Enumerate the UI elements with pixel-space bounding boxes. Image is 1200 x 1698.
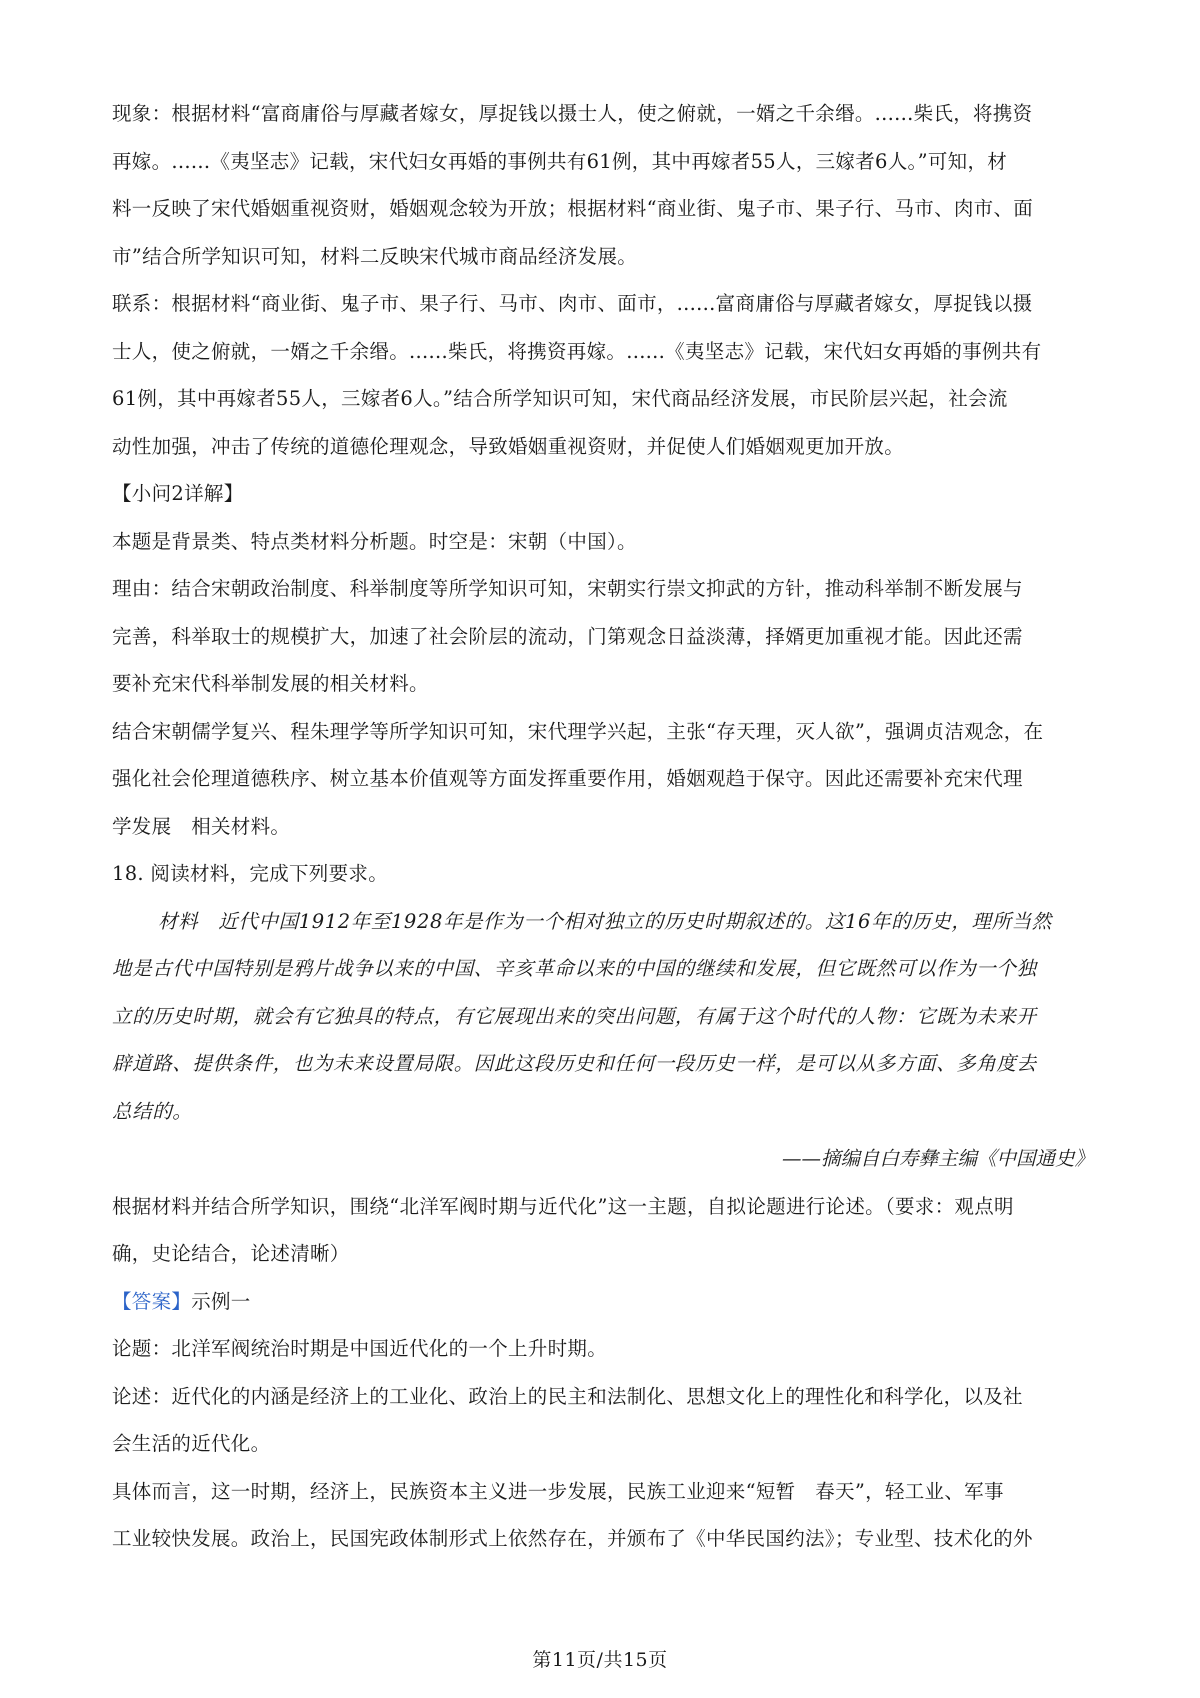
connection-paragraph	[112, 280, 1102, 470]
text-line: 学发展 相关材料。	[112, 814, 291, 838]
thesis-paragraph	[112, 1325, 1102, 1373]
text-line: 18. 阅读材料，完成下列要求。	[112, 862, 389, 885]
argument-paragraph	[112, 1373, 1102, 1468]
material-line: 地是古代中国特别是鸦片战争以来的中国、辛亥革命以来的中国的继续和发展，但它既然可以作为一个独	[112, 957, 1037, 980]
specifics-paragraph	[112, 1468, 1102, 1563]
text-line: 联系：根据材料“商业街、鬼子市、果子行、马市、肉市、面市，......富商庸俗与厚藏者嫁女，厚捉钱以摄	[112, 292, 1033, 315]
source-material	[112, 898, 1102, 1136]
text-line: 再嫁。......《夷坚志》记载，宋代妇女再婚的事例共有61例，其中再嫁者55人，三嫁者6人。”可知，材	[112, 149, 1008, 173]
text-line: 结合宋朝儒学复兴、程朱理学等所学知识可知，宋代理学兴起，主张“存天理，灭人欲”，强调贞洁观念，在	[112, 719, 1044, 743]
text-line: 市”结合所学知识可知，材料二反映宋代城市商品经济发展。	[112, 244, 638, 268]
phenomenon-paragraph	[112, 90, 1102, 280]
text-line: 强化社会伦理道德秩序、树立基本价值观等方面发挥重要作用，婚姻观趋于保守。因此还需要补充宋代理	[112, 767, 1023, 790]
text-line: 理由：结合宋朝政治制度、科举制度等所学知识可知，宋朝实行崇文抑武的方针，推动科举制不断发展与	[112, 577, 1023, 600]
answer-tag: 【答案】	[112, 1289, 192, 1313]
requirement-paragraph	[112, 1183, 1102, 1278]
text-line: 完善，科举取士的规模扩大，加速了社会阶层的流动，门第观念日益淡薄，择婿更加重视才能。因此还需	[112, 624, 1023, 648]
text-line: 根据材料并结合所学知识，围绕“北洋军阀时期与近代化”这一主题，自拟论题进行论述。（要求：观点明	[112, 1194, 1014, 1218]
material-line: 辟道路、提供条件，也为未来设置局限。因此这段历史和任何一段历史一样，是可以从多方面、多角度去	[112, 1052, 1037, 1075]
material-line: 总结的。	[112, 1099, 193, 1123]
subquestion-2-heading	[112, 470, 1102, 518]
text-line: 具体而言，这一时期，经济上，民族资本主义进一步发展，民族工业迎来“短暂 春天”，轻工业、军事	[112, 1479, 1004, 1503]
text-line: 论题：北洋军阀统治时期是中国近代化的一个上升时期。	[112, 1337, 608, 1360]
answer-heading	[112, 1278, 1102, 1326]
question-18-stem	[112, 850, 1102, 898]
reason-paragraph	[112, 565, 1102, 708]
text-line: 【小问2详解】	[112, 482, 244, 505]
text-line: 论述：近代化的内涵是经济上的工业化、政治上的民主和法制化、思想文化上的理性化和科学化，以及社	[112, 1384, 1023, 1408]
material-line: 材料 近代中国1912年至1928年是作为一个相对独立的历史时期叙述的。这16年的历史，理所当然	[158, 909, 1052, 933]
document-content	[112, 90, 1102, 1563]
text-line: 确，史论结合，论述清晰）	[112, 1242, 350, 1265]
answer-intro: 示例一	[191, 1289, 251, 1313]
text-line: 料一反映了宋代婚姻重视资财，婚姻观念较为开放；根据材料“商业街、鬼子市、果子行、马市、肉市、面	[112, 197, 1034, 220]
text-line: 要补充宋代科举制发展的相关材料。	[112, 672, 429, 695]
answer-line	[112, 1278, 1102, 1326]
text-line: 现象：根据材料“富商庸俗与厚藏者嫁女，厚捉钱以摄士人，使之俯就，一婿之千余缗。......柴氏，将携资	[112, 102, 1033, 125]
material-citation: ——摘编自白寿彝主编《中国通史》	[781, 1147, 1094, 1170]
material-line: 立的历史时期，就会有它独具的特点，有它展现出来的突出问题，有属于这个时代的人物：它既为未来开	[112, 1004, 1037, 1028]
text-line: 动性加强，冲击了传统的道德伦理观念，导致婚姻重视资财，并促使人们婚姻观更加开放。	[112, 434, 905, 458]
text-line: 士人，使之俯就，一婿之千余缗。......柴氏，将携资再嫁。......《夷坚志》记载，宋代妇女再婚的事例共有	[112, 339, 1042, 363]
text-line: 61例，其中再嫁者55人，三嫁者6人。”结合所学知识可知，宋代商品经济发展，市民阶层兴起，社会流	[112, 387, 1008, 410]
text-line: 会生活的近代化。	[112, 1432, 271, 1455]
question-type-paragraph	[112, 518, 1102, 566]
text-line: 工业较快发展。政治上，民国宪政体制形式上依然存在，并颁布了《中华民国约法》；专业型、技术化的外	[112, 1527, 1033, 1550]
neo-confucian-paragraph	[112, 708, 1102, 851]
page-number: 第11页/共15页	[532, 1649, 668, 1671]
text-line: 本题是背景类、特点类材料分析题。时空是：宋朝（中国）。	[112, 529, 637, 553]
